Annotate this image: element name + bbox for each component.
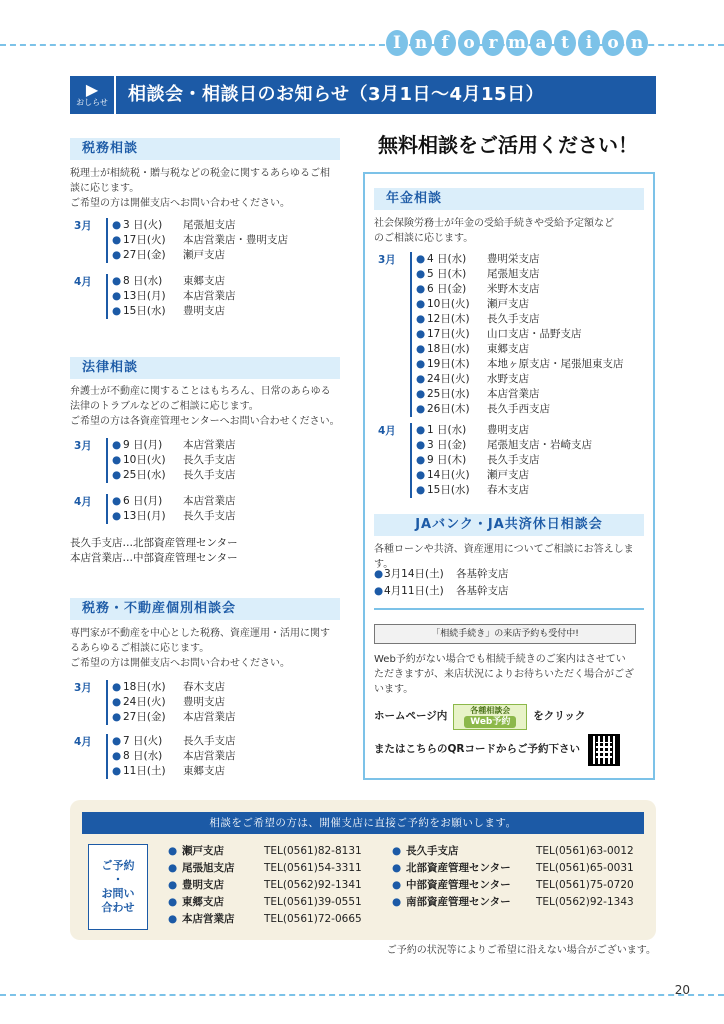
ja-date: 3月14日(土) [384,568,444,580]
schedule-date: 7 日(火) [123,735,163,747]
info-title-letter: n [410,30,432,56]
legal-april-schedule [74,494,236,524]
month-label: 4月 [378,425,396,437]
schedule-date: 8 日(水) [123,750,163,762]
qr-text: またはこちらのQRコードからご予約下さい [374,743,581,756]
schedule-date: 18日(水) [427,343,470,355]
schedule-date: 27日(金) [123,711,166,723]
bullet-icon: ● [416,298,426,310]
schedule-item [416,402,624,417]
branch-tel[interactable]: TEL(0561)63-0012 [536,845,634,857]
schedule-item [416,372,624,387]
bullet-icon: ● [374,568,384,580]
schedule-date: 5 日(木) [427,268,467,280]
legal-section-title: 法律相談 [70,357,340,379]
branch-contact [392,843,634,860]
schedule-place: 山口支店・品野支店 [487,328,582,340]
schedule-date: 25日(水) [427,388,470,400]
info-title-letter: a [530,30,552,56]
schedule-place: 東郷支店 [183,275,225,287]
schedule-item [112,248,288,263]
month-label: 3月 [74,440,92,452]
bullet-icon: ● [416,454,426,466]
divider [374,608,644,610]
branch-tel[interactable]: TEL(0562)92-1341 [264,879,362,891]
bullet-icon: ● [112,439,122,451]
realestate-section-title: 税務・不動産個別相談会 [70,598,340,620]
schedule-item [112,695,236,710]
ja-place: 各基幹支店 [456,585,509,597]
schedule-date: 14日(火) [427,469,470,481]
ja-date: 4月11日(土) [384,585,444,597]
bullet-icon: ● [374,585,384,597]
schedule-item [112,233,288,248]
web-btn-top: 各種相談会 [470,706,511,715]
bullet-icon: ● [416,403,426,415]
schedule-place: 豊明支店 [183,696,225,708]
bullet-icon: ● [416,253,426,265]
bullet-icon: ● [112,275,122,287]
schedule-item [416,357,624,372]
schedule-place: 豊明栄支店 [487,253,540,265]
month-label: 4月 [74,496,92,508]
branch-tel[interactable]: TEL(0561)75-0720 [536,879,634,891]
bullet-icon: ● [416,388,426,400]
schedule-date: 4 日(水) [427,253,467,265]
bullet-icon: ● [168,845,178,857]
branch-tel[interactable]: TEL(0561)65-0031 [536,862,634,874]
bullet-icon: ● [112,469,122,481]
schedule-item [112,494,236,509]
schedule-item [416,297,624,312]
schedule-date: 17日(火) [427,328,470,340]
schedule-place: 春木支店 [487,484,529,496]
schedule-place: 長久手支店 [183,510,236,522]
schedule-date: 13日(月) [123,290,166,302]
info-title-letter: m [506,30,528,56]
schedule-item [112,749,236,764]
schedule-date: 15日(水) [427,484,470,496]
bullet-icon: ● [416,439,426,451]
bullet-icon: ● [392,879,402,891]
bullet-icon: ● [168,913,178,925]
schedule-date: 24日(火) [427,373,470,385]
realestate-description: 専門家が不動産を中心とした税務、資産運用・活用に関す るあらゆるご相談に応じます。 ご希望の方は開催支店へお問い合わせください。 [70,628,330,669]
bottom-dashed-border [0,994,724,996]
schedule-place: 長久手支店 [183,454,236,466]
schedule-item [112,453,236,468]
branch-contact [168,843,362,860]
branch-name: 南部資産管理センター [406,896,511,908]
month-label: 3月 [378,254,396,266]
bullet-icon: ● [416,283,426,295]
page-title: 相談会・相談日のお知らせ（3月1日〜4月15日） [128,83,545,105]
branch-tel[interactable]: TEL(0562)92-1343 [536,896,634,908]
schedule-item [416,252,624,267]
contact-label: ご予約 ・ お問い 合わせ [88,844,148,930]
schedule-item [112,710,236,725]
schedule-item [416,282,624,297]
schedule-place: 本店営業店 [183,439,236,451]
schedule-date: 12日(木) [427,313,470,325]
schedule-place: 東郷支店 [183,765,225,777]
branch-tel[interactable]: TEL(0561)72-0665 [264,913,362,925]
branch-contact [168,860,362,877]
bullet-icon: ● [392,845,402,857]
branch-contact [392,894,634,911]
schedule-item [416,453,592,468]
schedule-item [112,218,288,233]
megaphone-icon: ▶ おしらせ [70,76,116,114]
ja-item [374,583,509,600]
bullet-icon: ● [112,290,122,302]
schedule-item [416,267,624,282]
schedule-date: 3 日(金) [427,439,467,451]
contact-list-right [392,843,634,911]
info-title-letter: o [458,30,480,56]
bullet-icon: ● [392,896,402,908]
pension-description: 社会保険労務士が年金の受給手続きや受給予定額など のご相談に応じます。 [374,218,614,244]
bullet-icon: ● [112,234,122,246]
web-btn-bottom: Web予約 [464,716,516,728]
contact-heading: 相談をご希望の方は、開催支店に直接ご予約をお願いします。 [82,812,644,834]
bullet-icon: ● [168,862,178,874]
page-number: 20 [674,983,690,997]
branch-tel[interactable]: TEL(0561)54-3311 [264,862,362,874]
bullet-icon: ● [168,879,178,891]
tax-description: 税理士が相続税・贈与税などの税金に関するあらゆるご相 談に応じます。 ご希望の方は開催支店へお問い合わせください。 [70,168,330,209]
info-title-letter: t [554,30,576,56]
bullet-icon: ● [416,328,426,340]
branch-contact [392,860,634,877]
bullet-icon: ● [112,735,122,747]
schedule-place: 尾張旭支店 [487,268,540,280]
branch-name: 本店営業店 [182,913,235,925]
schedule-date: 3 日(火) [123,219,163,231]
schedule-place: 長久手西支店 [487,403,550,415]
schedule-place: 春木支店 [183,681,225,693]
bullet-icon: ● [392,862,402,874]
schedule-date: 11日(土) [123,765,166,777]
bullet-icon: ● [112,711,122,723]
info-title-letter: I [386,30,408,56]
branch-tel[interactable]: TEL(0561)82-8131 [264,845,362,857]
schedule-place: 尾張旭支店 [183,219,236,231]
schedule-item [112,438,236,453]
schedule-place: 本店営業店・豊明支店 [183,234,288,246]
bullet-icon: ● [416,424,426,436]
schedule-place: 本店営業店 [183,290,236,302]
bullet-icon: ● [416,313,426,325]
schedule-item [112,468,236,483]
month-label: 4月 [74,276,92,288]
schedule-item [112,304,236,319]
info-title-letter: r [482,30,504,56]
branch-name: 豊明支店 [182,879,224,891]
ja-item [374,566,509,583]
info-title-letter: n [626,30,648,56]
branch-name: 北部資産管理センター [406,862,511,874]
bullet-icon: ● [416,358,426,370]
branch-name: 長久手支店 [406,845,459,857]
bullet-icon: ● [112,681,122,693]
qr-row [374,734,620,766]
schedule-date: 18日(水) [123,681,166,693]
schedule-item [112,680,236,695]
schedule-date: 9 日(木) [427,454,467,466]
schedule-place: 長久手支店 [183,469,236,481]
information-title [386,30,648,56]
info-title-letter: i [578,30,600,56]
bullet-icon: ● [112,750,122,762]
realestate-march-schedule [74,680,236,725]
schedule-item [112,764,236,779]
bullet-icon: ● [416,484,426,496]
schedule-item [416,468,592,483]
bullet-icon: ● [112,495,122,507]
schedule-date: 8 日(水) [123,275,163,287]
month-label: 3月 [74,220,92,232]
schedule-place: 水野支店 [487,373,529,385]
branch-contact [168,877,362,894]
schedule-item [112,734,236,749]
ja-place: 各基幹支店 [456,568,509,580]
bullet-icon: ● [112,454,122,466]
schedule-place: 本店営業店 [487,388,540,400]
schedule-place: 瀬戸支店 [487,469,529,481]
footnote: ご予約の状況等によりご希望に沿えない場合がございます。 [386,945,656,956]
schedule-place: 本地ヶ原支店・尾張旭東支店 [487,358,624,370]
schedule-place: 瀬戸支店 [487,298,529,310]
bullet-icon: ● [416,373,426,385]
schedule-item [416,483,592,498]
schedule-place: 長久手支店 [487,454,540,466]
bullet-icon: ● [416,469,426,481]
legal-description: 弁護士が不動産に関することはもちろん、日常のあらゆる 法律のトラブルなどのご相談に応じます。 ご希望の方は各資産管理センターへお問い合わせください。 [70,386,340,427]
schedule-place: 本店営業店 [183,711,236,723]
tax-april-schedule [74,274,236,319]
branch-contact [168,911,362,928]
schedule-item [112,509,236,524]
bullet-icon: ● [112,510,122,522]
schedule-date: 1 日(水) [427,424,467,436]
schedule-date: 9 日(月) [123,439,163,451]
header-bar [70,76,656,114]
schedule-date: 13日(月) [123,510,166,522]
bullet-icon: ● [416,268,426,280]
bullet-icon: ● [112,219,122,231]
schedule-date: 10日(火) [427,298,470,310]
pension-section-title: 年金相談 [374,188,644,210]
inheritance-notice: 「相続手続き」の来店予約も受付中! [374,624,636,644]
tax-march-schedule [74,218,288,263]
schedule-item [112,274,236,289]
bullet-icon: ● [112,765,122,777]
branch-name: 尾張旭支店 [182,862,235,874]
schedule-date: 6 日(月) [123,495,163,507]
schedule-date: 19日(木) [427,358,470,370]
pension-april-schedule [378,423,592,498]
schedule-item [112,289,236,304]
schedule-date: 10日(火) [123,454,166,466]
schedule-place: 長久手支店 [183,735,236,747]
schedule-date: 6 日(金) [427,283,467,295]
info-title-letter: o [602,30,624,56]
schedule-item [416,423,592,438]
branch-name: 東郷支店 [182,896,224,908]
branch-contact [392,877,634,894]
schedule-item [416,387,624,402]
tax-section-title: 税務相談 [70,138,340,160]
schedule-place: 豊明支店 [183,305,225,317]
bullet-icon: ● [112,696,122,708]
inheritance-body: Web予約がない場合でも相続手続きのご案内はさせてい ただきますが、来店状況によりお待ちいただく場合がござ います。 [374,654,634,695]
schedule-place: 尾張旭支店・岩崎支店 [487,439,592,451]
homepage-suffix: をクリック [533,710,586,723]
schedule-place: 東郷支店 [487,343,529,355]
pension-march-schedule [378,252,624,417]
info-title-letter: f [434,30,456,56]
schedule-date: 15日(水) [123,305,166,317]
ja-section-title: JAバンク・JA共済休日相談会 [374,514,644,536]
schedule-date: 25日(水) [123,469,166,481]
schedule-place: 本店営業店 [183,495,236,507]
homepage-row [374,704,585,730]
schedule-date: 17日(火) [123,234,166,246]
schedule-place: 長久手支店 [487,313,540,325]
bullet-icon: ● [416,343,426,355]
bullet-icon: ● [112,249,122,261]
bullet-icon: ● [112,305,122,317]
branch-contact [168,894,362,911]
schedule-item [416,312,624,327]
schedule-place: 豊明支店 [487,424,529,436]
header-icon-label: おしらせ [76,98,108,107]
ja-schedule [374,566,509,600]
realestate-april-schedule [74,734,236,779]
schedule-item [416,327,624,342]
branch-tel[interactable]: TEL(0561)39-0551 [264,896,362,908]
schedule-date: 26日(木) [427,403,470,415]
ja-description: 各種ローンや共済、資産運用についてご相談にお答えします。 [374,544,634,570]
month-label: 4月 [74,736,92,748]
web-reservation-button[interactable] [453,704,527,730]
schedule-place: 本店営業店 [183,750,236,762]
legal-notes: 長久手支店…北部資産管理センター 本店営業店…中部資産管理センター [70,537,238,564]
schedule-item [416,438,592,453]
homepage-prefix: ホームページ内 [374,710,448,723]
month-label: 3月 [74,682,92,694]
bullet-icon: ● [168,896,178,908]
legal-march-schedule [74,438,236,483]
contact-list-left [168,843,362,928]
schedule-place: 米野木支店 [487,283,540,295]
schedule-item [416,342,624,357]
schedule-date: 24日(火) [123,696,166,708]
branch-name: 瀬戸支店 [182,845,224,857]
schedule-date: 27日(金) [123,249,166,261]
free-consultation-heading: 無料相談をご活用ください！ [378,133,638,157]
branch-name: 中部資産管理センター [406,879,511,891]
schedule-place: 瀬戸支店 [183,249,225,261]
qr-code-icon[interactable] [588,734,620,766]
